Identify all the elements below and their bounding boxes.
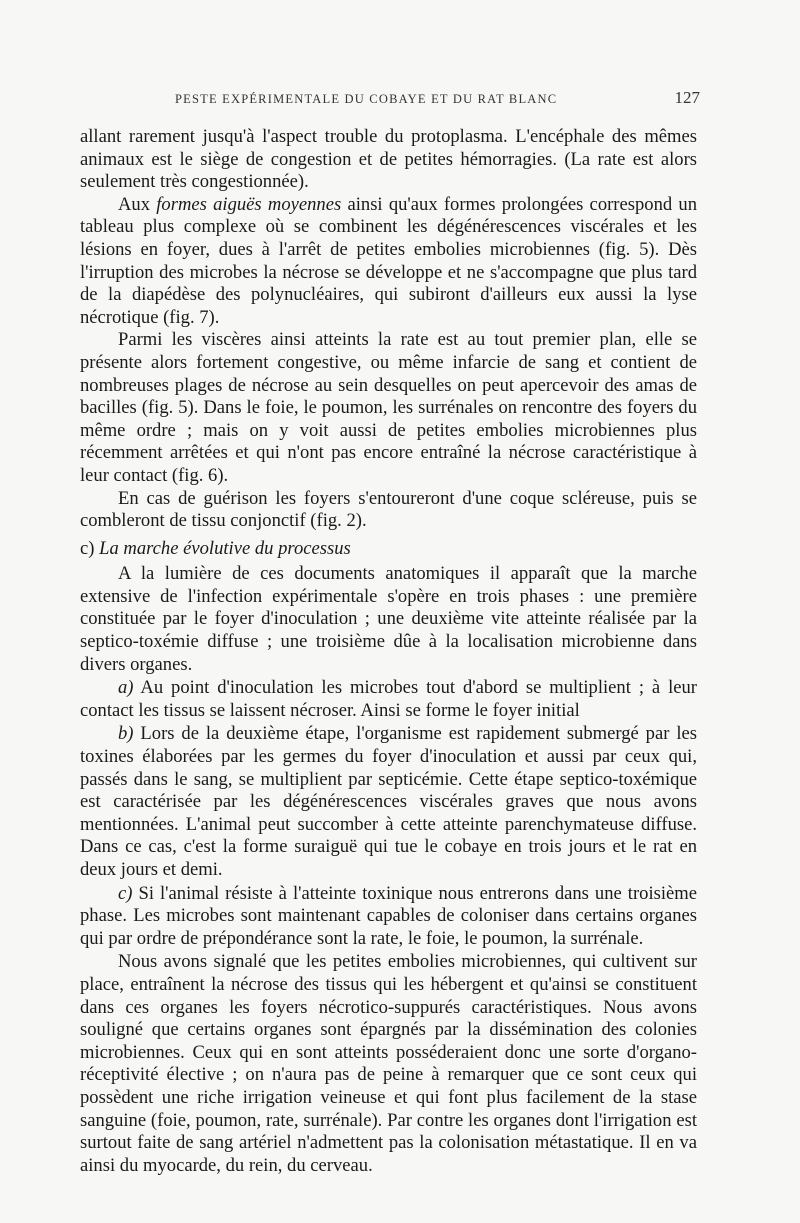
paragraph-7-text: Lors de la deuxième étape, l'organisme est rapidement submergé par les toxines élaborées par les germes du foyer d'inoculation et aussi par ceux qui, passés dans le sang, se multiplient par septicémie. Cette étape septico-toxémique est caractérisée par les dégénérescences viscérales graves que nous avons mentionnées. L'animal peut succomber à cette atteinte parenchymateuse diffuse. Dans ce cas, c'est la forme suraiguë qui tue le cobaye en trois jours et le rat en deux jours et demi. <box>80 723 697 880</box>
running-header <box>175 90 700 110</box>
paragraph-6 <box>80 677 697 722</box>
paragraph-2-rest: ainsi qu'aux formes prolongées correspond un tableau plus complexe où se combinent les dégénérescences viscérales et les lésions en foyer, dues à l'arrêt de petites embolies microbiennes (fig. 5). Dès l'irruption des microbes la nécrose se développe et ne s'accompagne que plus tard de la diapédèse des polynucléaires, qui subiront d'ailleurs eux aussi la lyse nécrotique (fig. 7). <box>80 193 698 328</box>
paragraph-9: Nous avons signalé que les petites embolies microbiennes, qui cultivent sur place, entraînent la nécrose des tissus qui les hébergent et qu'ainsi se constituent dans ces organes les foyers nécrotico-suppurés caractéristiques. Nous avons souligné que certains organes sont épargnés par la dissémination des colonies microbiennes. Ceux qui en sont atteints posséderaient donc une sorte d'organo-réceptivité élective ; on n'aura pas de peine à remarquer que ce sont ceux qui possèdent une riche irrigation veineuse et qui font plus facilement de la stase sanguine (foie, poumon, rate, surrénale). Par contre les organes dont l'irrigation est surtout faite de sang artériel n'admettent pas la colonisation métastatique. Il en va ainsi du myocarde, du rein, du cerveau. <box>80 951 697 1176</box>
paragraph-8 <box>80 883 697 951</box>
section-title: La marche évolutive du processus <box>99 537 351 559</box>
page-body <box>80 126 697 1177</box>
paragraph-7-label: b) <box>118 723 134 745</box>
section-heading <box>80 538 697 561</box>
paragraph-8-text: Si l'animal résiste à l'atteinte toxinique nous entrerons dans une troisième phase. Les microbes sont maintenant capables de coloniser dans certains organes qui par ordre de prépondérance sont la rate, le foie, le poumon, la surrénale. <box>80 882 697 949</box>
page-number: 127 <box>674 88 700 107</box>
paragraph-1: allant rarement jusqu'à l'aspect trouble du protoplasma. L'encéphale des mêmes animaux est le siège de congestion et de petites hémorragies. (La rate est alors seulement très congestionnée). <box>80 126 697 193</box>
paragraph-2-lead: Aux <box>118 193 157 215</box>
paragraph-3: Parmi les viscères ainsi atteints la rate est au tout premier plan, elle se présente alors fortement congestive, ou même infarcie de sang et contient de nombreuses plages de nécrose au sein desquelles on peut apercevoir des amas de bacilles (fig. 5). Dans le foie, le poumon, les surrénales on rencontre des foyers du même ordre ; mais on y voit aussi de petites embolies microbiennes plus récemment arrêtées et qui n'ont pas encore entraîné la nécrose caractéristique à leur contact (fig. 6). <box>80 329 697 486</box>
paragraph-6-text: Au point d'inoculation les microbes tout d'abord se multiplient ; à leur contact les tissus se laissent nécroser. Ainsi se forme le foyer initial <box>80 677 697 721</box>
paragraph-4: En cas de guérison les foyers s'entoureront d'une coque scléreuse, puis se combleront de tissu conjonctif (fig. 2). <box>80 487 697 532</box>
paragraph-7 <box>80 723 697 881</box>
paragraph-5: A la lumière de ces documents anatomiques il apparaît que la marche extensive de l'infection expérimentale s'opère en trois phases : une première constituée par le foyer d'inoculation ; une deuxième vite atteinte réalisée par la septico-toxémie diffuse ; une troisième dûe à la localisation microbienne dans divers organes. <box>80 563 697 675</box>
section-label: c) <box>80 537 95 559</box>
paragraph-6-label: a) <box>118 677 134 699</box>
running-title: PESTE EXPÉRIMENTALE DU COBAYE ET DU RAT BLANC <box>175 92 558 106</box>
paragraph-8-label: c) <box>118 882 133 904</box>
paragraph-2 <box>80 194 697 330</box>
paragraph-2-emphasis: formes aiguës moyennes <box>156 193 342 215</box>
